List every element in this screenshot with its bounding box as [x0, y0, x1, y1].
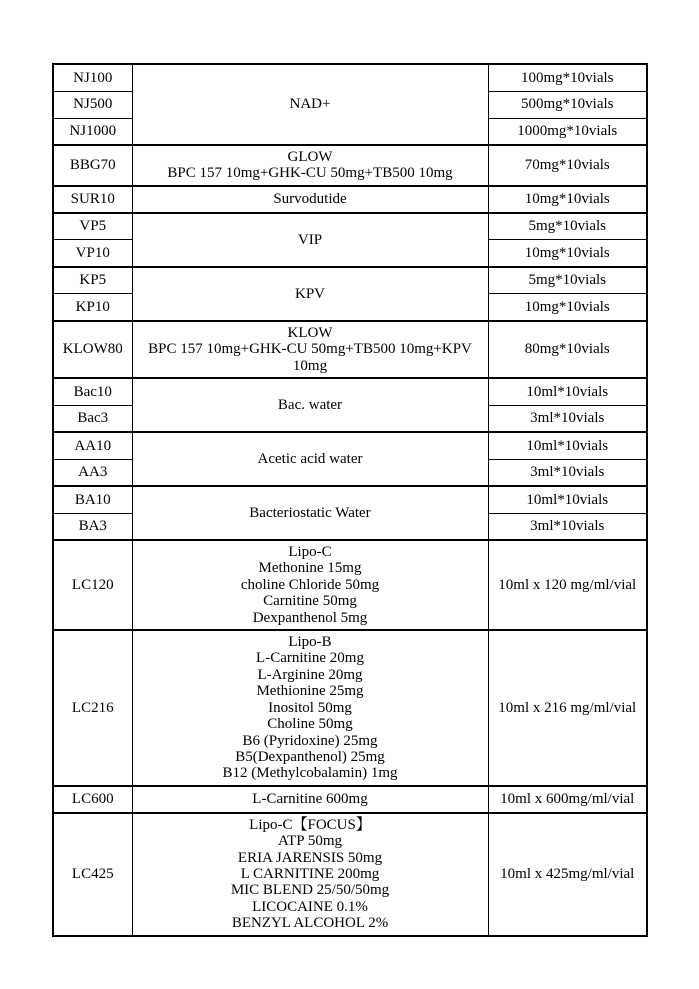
spec-cell: 80mg*10vials — [488, 321, 647, 378]
product-name-line: Survodutide — [273, 191, 347, 208]
product-name-cell — [132, 213, 488, 267]
product-code-cell: KLOW80 — [53, 321, 132, 378]
product-table-body — [53, 64, 647, 936]
product-code-cell: Bac10 — [53, 378, 132, 405]
spec-cell: 3ml*10vials — [488, 513, 647, 540]
product-code-cell: NJ100 — [53, 64, 132, 91]
product-name-line: MIC BLEND 25/50/50mg — [230, 882, 390, 899]
product-name-line: KLOW — [287, 324, 333, 341]
product-name-line: L-Arginine 20mg — [257, 666, 363, 683]
spec-cell: 10ml*10vials — [488, 486, 647, 513]
product-code-cell: VP5 — [53, 213, 132, 240]
spec-cell: 10ml*10vials — [488, 378, 647, 405]
spec-cell: 70mg*10vials — [488, 145, 647, 186]
product-code-cell: LC216 — [53, 630, 132, 786]
product-name-line: BPC 157 10mg+GHK-CU 50mg+TB500 10mg+KPV 10mg — [148, 341, 472, 374]
spec-cell: 500mg*10vials — [488, 91, 647, 118]
table-row — [53, 378, 647, 405]
table-row — [53, 540, 647, 630]
spec-cell: 5mg*10vials — [488, 267, 647, 294]
product-code-cell: BA10 — [53, 486, 132, 513]
product-name-line: LICOCAINE 0.1% — [252, 898, 368, 915]
spec-cell: 10ml x 600mg/ml/vial — [488, 786, 647, 813]
product-name-line: BPC 157 10mg+GHK-CU 50mg+TB500 10mg — [167, 165, 453, 182]
spec-cell: 100mg*10vials — [488, 64, 647, 91]
table-row — [53, 186, 647, 213]
product-code-cell: Bac3 — [53, 405, 132, 432]
product-name-line: Dexpanthenol 5mg — [252, 609, 368, 626]
spec-cell: 10ml x 216 mg/ml/vial — [488, 630, 647, 786]
product-name-line: Choline 50mg — [267, 716, 353, 733]
table-row — [53, 145, 647, 186]
product-name-line: BENZYL ALCOHOL 2% — [231, 915, 389, 932]
product-name-line: Acetic acid water — [257, 450, 363, 467]
product-code-cell: VP10 — [53, 240, 132, 267]
spec-cell: 10ml x 120 mg/ml/vial — [488, 540, 647, 630]
product-code-cell: AA10 — [53, 432, 132, 459]
product-name-cell — [132, 145, 488, 186]
product-name-line: Lipo-C — [288, 544, 332, 561]
product-name-line: L-Carnitine 20mg — [256, 650, 364, 667]
table-row — [53, 630, 647, 786]
spec-cell: 10ml*10vials — [488, 432, 647, 459]
product-code-cell: LC425 — [53, 813, 132, 936]
spec-cell: 10ml x 425mg/ml/vial — [488, 813, 647, 936]
spec-cell: 5mg*10vials — [488, 213, 647, 240]
product-table — [52, 63, 648, 937]
product-name-line: ERIA JARENSIS 50mg — [237, 849, 383, 866]
product-name-line: NAD+ — [289, 96, 331, 113]
table-row — [53, 267, 647, 294]
product-name-cell — [132, 786, 488, 813]
product-name-cell — [132, 186, 488, 213]
product-name-cell — [132, 540, 488, 630]
spec-cell: 10mg*10vials — [488, 294, 647, 321]
product-name-cell — [132, 267, 488, 321]
table-row — [53, 813, 647, 936]
product-name-line: Bac. water — [277, 396, 343, 413]
spec-cell: 10mg*10vials — [488, 240, 647, 267]
table-row — [53, 64, 647, 91]
product-code-cell: LC600 — [53, 786, 132, 813]
product-name-cell — [132, 321, 488, 378]
product-name-cell — [132, 64, 488, 145]
product-name-cell — [132, 630, 488, 786]
product-code-cell: BBG70 — [53, 145, 132, 186]
spec-cell: 3ml*10vials — [488, 405, 647, 432]
product-name-line: GLOW — [287, 149, 333, 165]
product-name-line: Carnitine 50mg — [263, 593, 357, 610]
product-name-cell — [132, 432, 488, 486]
table-row — [53, 786, 647, 813]
product-code-cell: NJ500 — [53, 91, 132, 118]
product-name-cell — [132, 378, 488, 432]
product-name-line: B5(Dexpanthenol) 25mg — [235, 748, 385, 765]
product-code-cell: AA3 — [53, 459, 132, 486]
product-name-cell — [132, 813, 488, 936]
spec-cell: 10mg*10vials — [488, 186, 647, 213]
product-name-line: B6 (Pyridoxine) 25mg — [242, 732, 378, 749]
product-name-cell — [132, 486, 488, 540]
product-name-line: Bacteriostatic Water — [249, 504, 371, 521]
product-name-line: Lipo-C【FOCUS】 — [249, 816, 371, 833]
product-name-line: Lipo-B — [288, 634, 332, 651]
product-name-line: VIP — [297, 231, 323, 248]
product-name-line: Inositol 50mg — [268, 699, 352, 716]
product-code-cell: SUR10 — [53, 186, 132, 213]
table-row — [53, 432, 647, 459]
product-name-line: Methionine 25mg — [256, 683, 364, 700]
product-code-cell: LC120 — [53, 540, 132, 630]
product-name-line: L-Carnitine 600mg — [252, 791, 368, 808]
product-name-line: Methonine 15mg — [258, 560, 362, 577]
product-name-line: L CARNITINE 200mg — [240, 865, 380, 882]
product-name-line: B12 (Methylcobalamin) 1mg — [222, 765, 398, 782]
product-code-cell: KP5 — [53, 267, 132, 294]
product-name-line: choline Chloride 50mg — [240, 576, 380, 593]
spec-cell: 3ml*10vials — [488, 459, 647, 486]
table-row — [53, 486, 647, 513]
table-row — [53, 321, 647, 378]
product-name-line: ATP 50mg — [277, 833, 343, 850]
product-code-cell: NJ1000 — [53, 118, 132, 145]
spec-cell: 1000mg*10vials — [488, 118, 647, 145]
product-code-cell: BA3 — [53, 513, 132, 540]
product-name-line: KPV — [294, 285, 325, 302]
table-row — [53, 213, 647, 240]
product-code-cell: KP10 — [53, 294, 132, 321]
